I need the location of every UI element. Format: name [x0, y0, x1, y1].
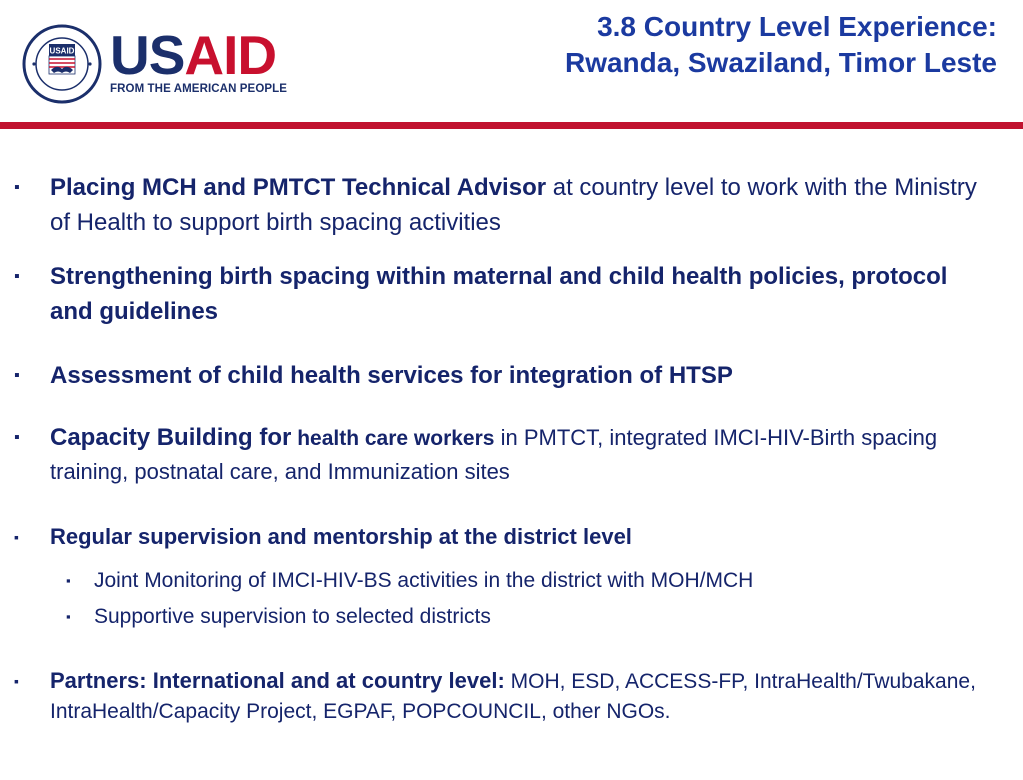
wordmark-tagline: FROM THE AMERICAN PEOPLE: [110, 83, 288, 95]
sub-bullet-marker: ▪: [66, 573, 71, 588]
bullet-text: MOH, ESD, ACCESS-FP, IntraHealth/Twubakane, IntraHealth/Capacity Project, EGPAF, POPCOUNCIL, other NGOs.: [50, 670, 976, 723]
title-line-1: 3.8 Country Level Experience:: [597, 11, 997, 42]
bullet-text: at country level to work with the Ministry of Health to support birth spacing activities: [50, 174, 977, 236]
sub-bullet-text: Joint Monitoring of IMCI-HIV-BS activities in the district with MOH/MCH: [94, 569, 754, 592]
bullet-bold: Partners: International and at country level:: [50, 668, 505, 693]
bullet-item: [14, 521, 995, 553]
header-divider: [0, 122, 1023, 129]
bullet-item: [14, 666, 995, 727]
sub-bullet-item: [66, 566, 994, 595]
bullet-bold: Regular supervision and mentorship at the district level: [50, 524, 632, 549]
usaid-wordmark: [110, 24, 288, 95]
bullet-item: [14, 170, 995, 240]
sub-bullet-text: Supportive supervision to selected districts: [94, 605, 491, 628]
bullet-bold: Strengthening birth spacing within maternal and child health policies, protocol and guidelines: [50, 263, 948, 325]
bullet-marker: ▪: [14, 367, 20, 384]
bullet-marker: ▪: [14, 529, 19, 545]
bullet-item: [14, 358, 995, 393]
svg-text:USAID: USAID: [49, 46, 75, 56]
bullet-bold: Placing MCH and PMTCT Technical Advisor: [50, 174, 547, 201]
bullet-item: [14, 259, 995, 329]
bullet-bold-small: health care workers: [291, 427, 495, 450]
wordmark-us: US: [110, 24, 185, 86]
sub-bullet-marker: ▪: [66, 609, 71, 624]
bullet-bold: Assessment of child health services for integration of HTSP: [50, 362, 733, 389]
usaid-seal-logo: [22, 24, 102, 104]
sub-bullet-item: [66, 602, 994, 631]
bullet-marker: ▪: [14, 268, 20, 285]
slide-title: [565, 9, 997, 81]
bullet-text: in PMTCT, integrated IMCI-HIV-Birth spacing training, postnatal care, and Immunization sites: [50, 425, 938, 484]
bullet-marker: ▪: [14, 429, 20, 446]
bullet-marker: ▪: [14, 673, 19, 689]
wordmark-aid: AID: [184, 24, 277, 86]
bullet-bold: Capacity Building for: [50, 424, 292, 451]
bullet-marker: ▪: [14, 179, 20, 196]
title-line-2: Rwanda, Swaziland, Timor Leste: [564, 47, 997, 78]
bullet-item: [14, 421, 995, 488]
